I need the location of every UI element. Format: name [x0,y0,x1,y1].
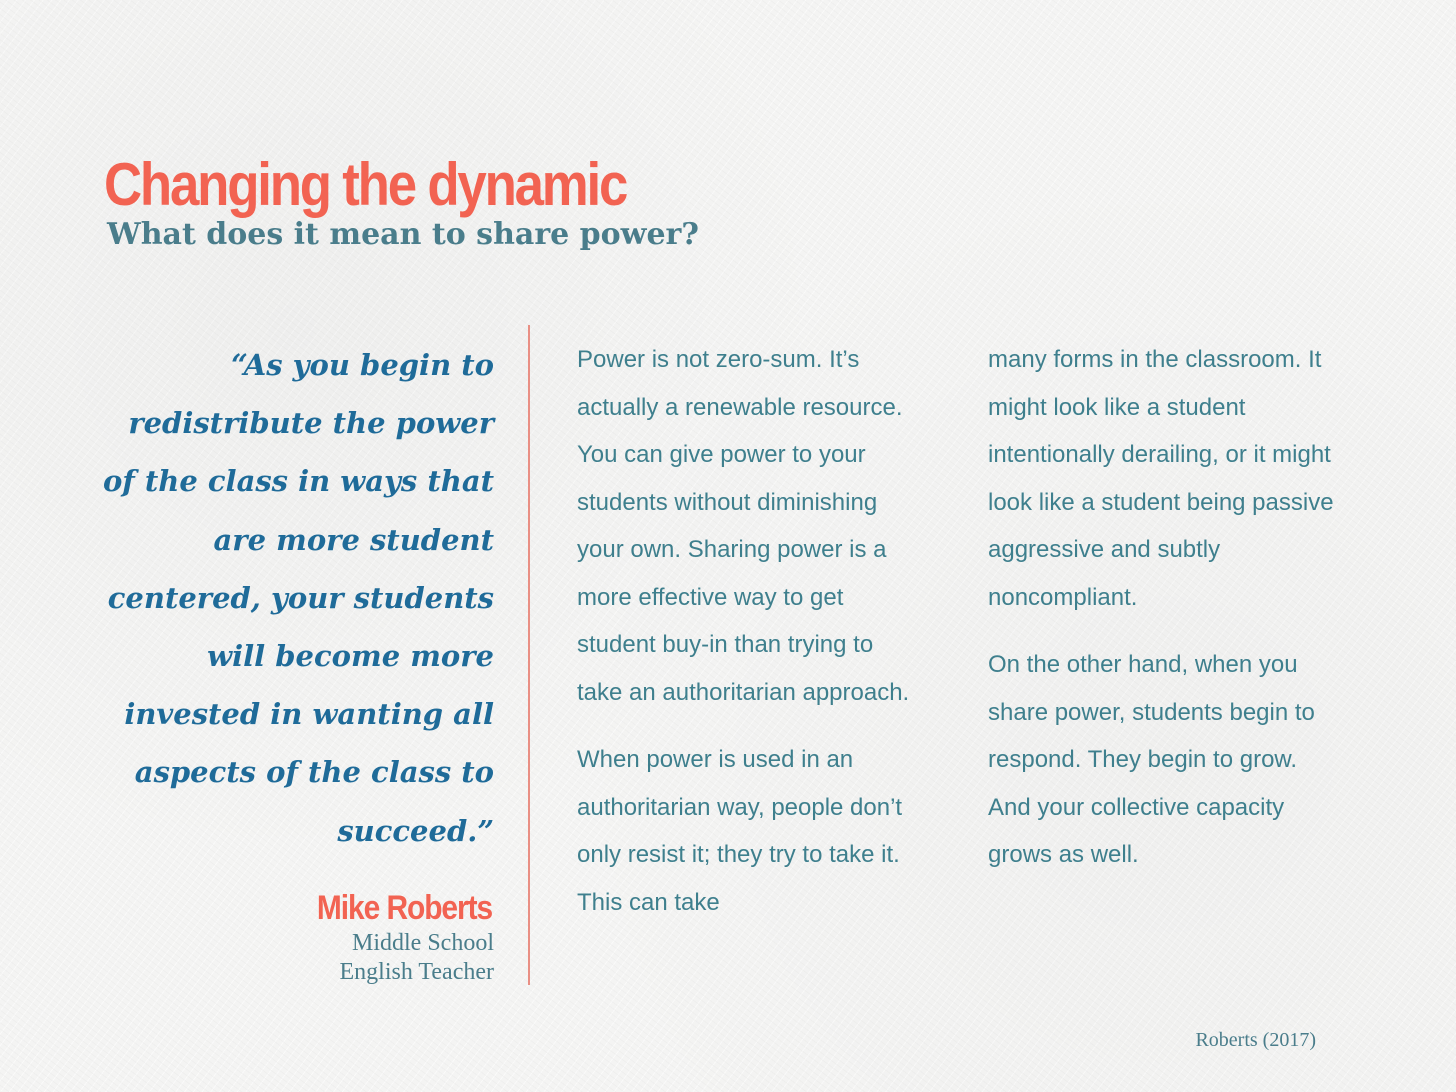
pull-quote [60,336,494,860]
quote-author-name: Mike Roberts [316,889,492,927]
body-line: students without diminishing [577,488,878,516]
body-line: intentionally derailing, or it might [988,441,1331,468]
body-line: grows as well. [988,841,1139,868]
slide-title: Changing the dynamic [104,151,627,218]
body-line: authoritarian way, people don’t [577,793,903,821]
body-line: more effective way to get [577,583,844,611]
body-paragraph [577,736,962,926]
body-line: might look like a student [988,393,1246,421]
citation: Roberts (2017) [1195,1029,1316,1051]
quote-line: succeed.” [337,813,494,848]
body-line: share power, students begin to [988,698,1315,726]
body-line: look like a student being passive [988,488,1334,516]
body-line: You can give power to your [577,441,866,468]
body-paragraph [988,336,1388,621]
body-line: And your collective capacity [988,793,1285,821]
author-role-line: English Teacher [339,959,494,985]
body-line: actually a renewable resource. [577,393,903,421]
body-line: On the other hand, when you [988,651,1298,678]
body-column-2 [988,336,1388,899]
quote-line: aspects of the class to [134,755,494,790]
body-paragraph [988,641,1388,879]
quote-line: will become more [207,639,494,674]
quote-author-role [340,929,495,987]
quote-line: “As you begin to [231,348,494,382]
body-line: only resist it; they try to take it. [577,841,900,868]
body-line: student buy-in than trying to [577,631,874,658]
body-line: When power is used in an [577,746,854,773]
body-line: Power is not zero-sum. It’s [577,346,860,373]
body-paragraph [577,336,962,716]
body-line: take an authoritarian approach. [577,678,910,706]
body-line: your own. Sharing power is a [577,536,887,563]
quote-line: of the class in ways that [102,464,494,499]
body-line: This can take [577,888,720,916]
body-line: noncompliant. [988,583,1138,611]
quote-line: invested in wanting all [124,697,494,732]
slide-subtitle: What does it mean to share power? [107,217,699,252]
quote-line: redistribute the power [128,406,494,441]
vertical-divider [528,325,530,985]
body-line: aggressive and subtly [988,536,1221,563]
author-role-line: Middle School [352,930,494,956]
quote-line: centered, your students [107,580,494,615]
body-line: respond. They begin to grow. [988,746,1298,773]
body-column-1 [577,336,962,946]
quote-line: are more student [213,522,494,557]
body-line: many forms in the classroom. It [988,346,1322,373]
